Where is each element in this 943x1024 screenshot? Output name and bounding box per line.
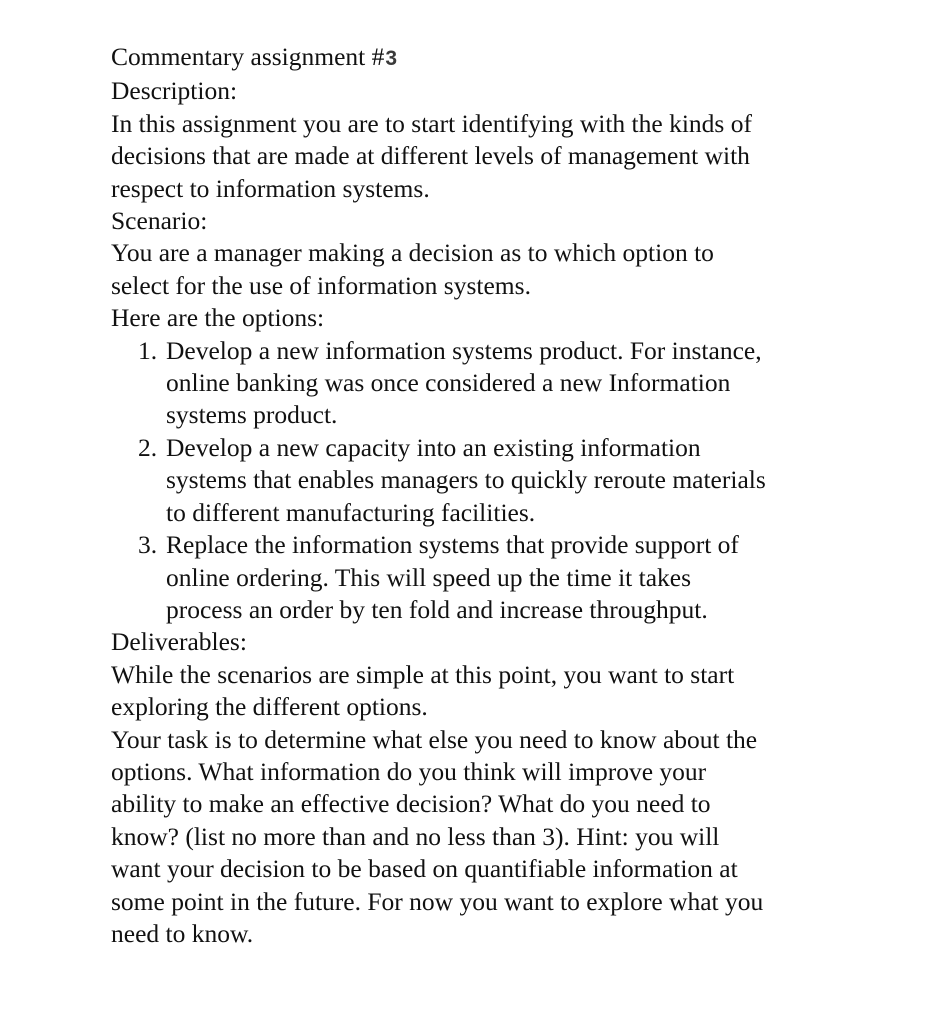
deliverables-line: need to know. [111,918,254,948]
deliverables-heading: Deliverables: [111,627,247,657]
assignment-title-text: Commentary assignment # [111,42,385,71]
description-heading: Description: [111,76,238,106]
option-line: Develop a new capacity into an existing information [166,432,701,462]
deliverables-line: some point in the future. For now you want to explore what you [111,886,764,916]
deliverables-line: While the scenarios are simple at this point, you want to start [111,659,735,689]
scenario-paragraph [111,237,851,302]
option-line: online ordering. This will speed up the time it takes [166,562,692,592]
option-number: 3. [138,530,158,560]
assignment-title [111,41,851,75]
deliverables-line: want your decision to be based on quantifiable information at [111,854,738,884]
deliverables-paragraph-2 [111,724,851,951]
option-item-1 [111,335,851,432]
assignment-number: 3 [385,47,398,70]
description-line: respect to information systems. [111,173,430,203]
deliverables-line: Your task is to determine what else you need to know about the [111,724,758,754]
deliverables-line: know? (list no more than and no less than 3). Hint: you will [111,821,720,851]
scenario-line: select for the use of information systems. [111,270,531,300]
options-intro: Here are the options: [111,303,325,333]
option-line: Replace the information systems that provide support of [166,530,739,560]
option-line: Develop a new information systems product. For instance, [166,335,762,365]
option-item-2 [111,432,851,529]
deliverables-line: options. What information do you think will improve your [111,756,707,786]
description-paragraph [111,108,851,205]
assignment-document [111,41,851,950]
description-line: decisions that are made at different levels of management with [111,141,750,171]
option-number: 2. [138,432,158,462]
scenario-heading: Scenario: [111,206,208,236]
option-line: online banking was once considered a new Information [166,368,731,398]
option-line: systems product. [166,400,338,430]
option-line: to different manufacturing facilities. [166,497,536,527]
option-item-3 [111,529,851,626]
option-line: process an order by ten fold and increase throughput. [166,594,708,624]
option-line: systems that enables managers to quickly reroute materials [166,465,766,495]
option-number: 1. [138,335,158,365]
options-list [111,335,851,627]
scenario-line: You are a manager making a decision as to which option to [111,238,714,268]
deliverables-paragraph-1 [111,659,851,724]
description-line: In this assignment you are to start identifying with the kinds of [111,108,752,138]
deliverables-line: exploring the different options. [111,692,428,722]
deliverables-line: ability to make an effective decision? What do you need to [111,789,711,819]
